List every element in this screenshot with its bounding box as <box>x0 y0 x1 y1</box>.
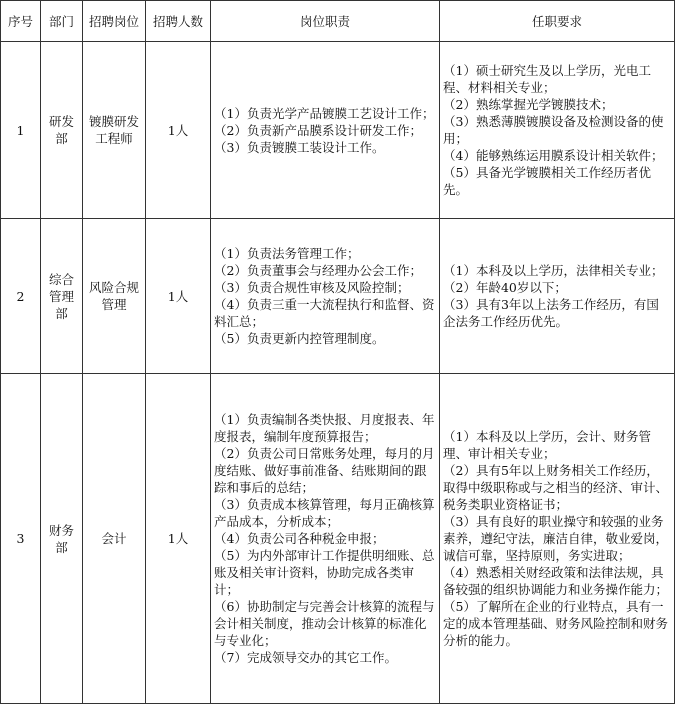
duty-item: （1）负责编制各类快报、月度报表、年度报表，编制年度预算报告； <box>214 412 435 444</box>
row-count: 1人 <box>146 219 211 374</box>
duty-item: （3）负责合规性审核及风险控制； <box>214 280 410 295</box>
row-dept: 财务部 <box>41 374 83 704</box>
header-requirements: 任职要求 <box>440 1 675 42</box>
header-duties: 岗位职责 <box>211 1 440 42</box>
requirement-item: （1）本科及以上学历，法律相关专业； <box>443 263 664 278</box>
requirement-item: （5）了解所在企业的行业特点，具有一定的成本管理基础、财务风险控制和财务分析的能力。 <box>443 599 669 648</box>
duty-item: （2）负责新产品膜系设计研发工作； <box>214 122 422 138</box>
row-duties <box>211 42 440 219</box>
row-post: 镀膜研发工程师 <box>83 42 146 219</box>
row-post: 风险合规管理 <box>83 219 146 374</box>
header-dept: 部门 <box>41 1 83 42</box>
duty-item: （3）负责镀膜工装设计工作。 <box>214 139 385 155</box>
duty-item: （2）负责董事会与经理办公会工作； <box>214 263 422 278</box>
duty-item: （5）为内外部审计工作提供明细账、总账及相关审计资料，协助完成各类审计； <box>214 548 435 597</box>
row-dept: 研发部 <box>41 42 83 219</box>
requirement-item: （1）硕士研究生及以上学历，光电工程、材料相关专业； <box>443 63 651 95</box>
duty-item: （7）完成领导交办的其它工作。 <box>214 650 397 665</box>
header-post: 招聘岗位 <box>83 1 146 42</box>
table-row <box>1 374 675 704</box>
header-row <box>1 1 675 42</box>
row-duties <box>211 374 440 704</box>
duty-item: （1）负责光学产品镀膜工艺设计工作； <box>214 105 435 121</box>
requirement-item: （5）具备光学镀膜相关工作经历者优先。 <box>443 165 651 197</box>
row-dept: 综合管理部 <box>41 219 83 374</box>
row-no: 2 <box>1 219 41 374</box>
duty-item: （4）负责三重一大流程执行和监督、资料汇总； <box>214 297 435 329</box>
requirement-item: （3）具有良好的职业操守和较强的业务素养，遵纪守法，廉洁自律，敬业爱岗，诚信可靠，坚持原则，务实进取； <box>443 514 669 563</box>
duty-item: （5）负责更新内控管理制度。 <box>214 331 385 346</box>
table-row <box>1 219 675 374</box>
requirement-item: （3）熟悉薄膜镀膜设备及检测设备的使用； <box>443 114 664 146</box>
duty-item: （3）负责成本核算管理，每月正确核算产品成本，分析成本； <box>214 497 435 529</box>
requirement-item: （2）具有5年以上财务相关工作经历，取得中级职称或与之相当的经济、审计、税务类职业资格证书； <box>443 463 669 512</box>
row-count: 1人 <box>146 374 211 704</box>
duty-item: （1）负责法务管理工作； <box>214 246 360 261</box>
row-duties <box>211 219 440 374</box>
requirement-item: （3）具有3年以上法务工作经历，有国企法务工作经历优先。 <box>443 297 659 329</box>
row-requirements <box>440 219 675 374</box>
row-requirements <box>440 374 675 704</box>
row-requirements <box>440 42 675 219</box>
duty-item: （4）负责公司各种税金申报； <box>214 531 385 546</box>
requirement-item: （2）熟练掌握光学镀膜技术； <box>443 97 614 112</box>
requirement-item: （2）年龄40岁以下； <box>443 280 567 295</box>
table-row <box>1 42 675 219</box>
row-post: 会计 <box>83 374 146 704</box>
row-no: 3 <box>1 374 41 704</box>
duty-item: （2）负责公司日常账务处理，每月的月度结账、做好事前准备、结账期间的跟踪和事后的总结； <box>214 446 435 495</box>
duty-item: （6）协助制定与完善会计核算的流程与会计相关制度，推动会计核算的标准化与专业化； <box>214 599 435 648</box>
requirement-item: （1）本科及以上学历，会计、财务管理、审计相关专业； <box>443 429 651 461</box>
requirement-item: （4）熟悉相关财经政策和法律法规，具备较强的组织协调能力和业务操作能力； <box>443 565 669 597</box>
row-no: 1 <box>1 42 41 219</box>
header-count: 招聘人数 <box>146 1 211 42</box>
row-count: 1人 <box>146 42 211 219</box>
requirement-item: （4）能够熟练运用膜系设计相关软件； <box>443 148 664 163</box>
header-no: 序号 <box>1 1 41 42</box>
